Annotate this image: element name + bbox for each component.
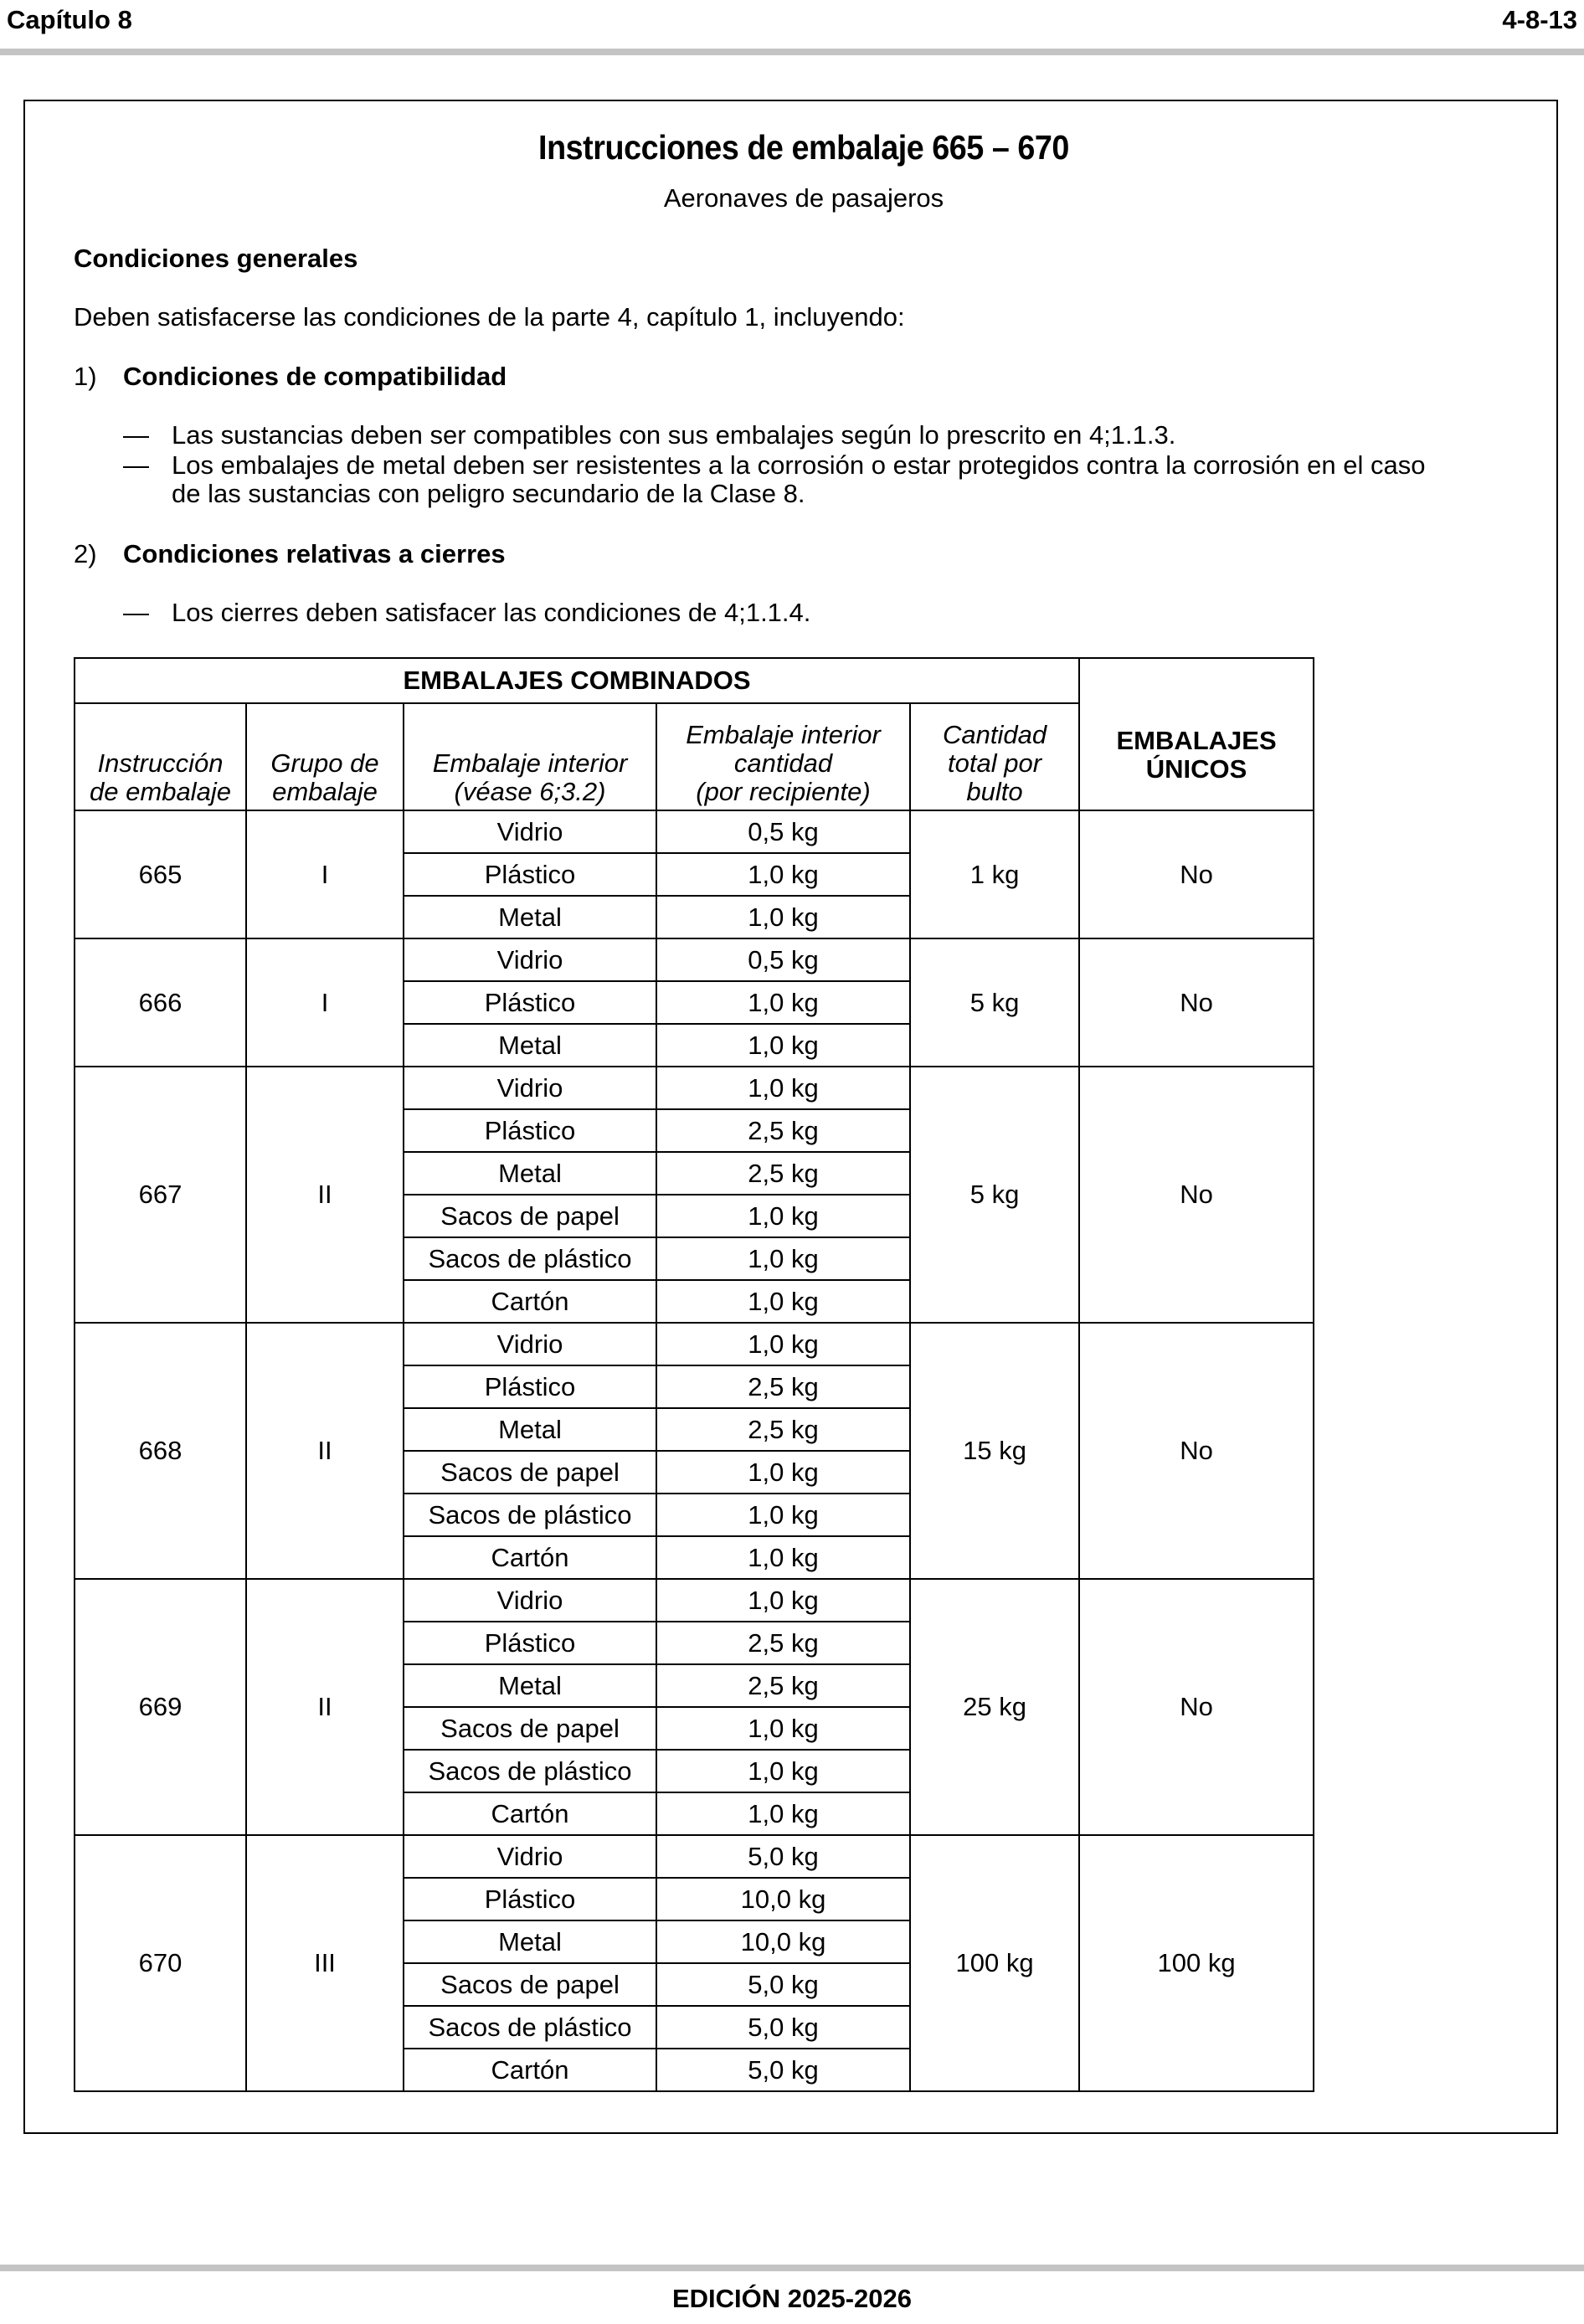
- packing-group-cell: III: [246, 1835, 404, 2091]
- inner-quantity-cell: 5,0 kg: [656, 1835, 910, 1878]
- inner-packaging-cell: Vidrio: [404, 1323, 656, 1365]
- instruction-cell: 667: [75, 1067, 246, 1323]
- header-line: (por recipiente): [696, 777, 871, 806]
- inner-quantity-cell: 1,0 kg: [656, 1323, 910, 1365]
- inner-quantity-column-header: [656, 703, 910, 810]
- total-quantity-cell: 5 kg: [910, 938, 1079, 1067]
- instruction-column-header: [75, 703, 246, 810]
- inner-quantity-cell: 5,0 kg: [656, 2049, 910, 2091]
- item-2-number: 2): [74, 539, 97, 568]
- page-number: 4-8-13: [1502, 5, 1577, 34]
- inner-packaging-cell: Cartón: [404, 2049, 656, 2091]
- edition-footer: EDICIÓN 2025-2026: [671, 2284, 913, 2313]
- inner-packaging-cell: Metal: [404, 1152, 656, 1195]
- table-row: [75, 1323, 1314, 1365]
- header-line: embalaje: [272, 777, 378, 806]
- item-2-title: Condiciones relativas a cierres: [123, 539, 506, 568]
- header-line: (véase 6;3.2): [454, 777, 606, 806]
- table-row: [75, 1835, 1314, 1878]
- inner-packaging-cell: Sacos de plástico: [404, 2006, 656, 2049]
- inner-quantity-cell: 2,5 kg: [656, 1664, 910, 1707]
- single-packaging-cell: No: [1079, 938, 1314, 1067]
- item-1-title: Condiciones de compatibilidad: [123, 362, 507, 391]
- inner-packaging-cell: Vidrio: [404, 938, 656, 981]
- inner-packaging-cell: Cartón: [404, 1280, 656, 1323]
- inner-quantity-cell: 1,0 kg: [656, 981, 910, 1024]
- header-rule: [0, 49, 1584, 55]
- chapter-label: Capítulo 8: [7, 5, 132, 34]
- inner-packaging-cell: Vidrio: [404, 1579, 656, 1622]
- inner-quantity-cell: 1,0 kg: [656, 1237, 910, 1280]
- footer-rule: [0, 2265, 1584, 2271]
- header-line: Embalaje interior: [432, 748, 628, 778]
- total-quantity-cell: 25 kg: [910, 1579, 1079, 1835]
- inner-packaging-cell: Plástico: [404, 981, 656, 1024]
- packing-group-cell: II: [246, 1323, 404, 1579]
- header-line: ÚNICOS: [1145, 754, 1247, 784]
- inner-quantity-cell: 1,0 kg: [656, 896, 910, 938]
- inner-packaging-cell: Sacos de plástico: [404, 1494, 656, 1536]
- inner-quantity-cell: 1,0 kg: [656, 1280, 910, 1323]
- total-quantity-cell: 15 kg: [910, 1323, 1079, 1579]
- instruction-cell: 665: [75, 810, 246, 938]
- general-heading: Condiciones generales: [74, 244, 358, 273]
- single-packaging-cell: No: [1079, 810, 1314, 938]
- total-quantity-cell: 100 kg: [910, 1835, 1079, 2091]
- inner-packaging-cell: Plástico: [404, 1109, 656, 1152]
- single-packaging-cell: No: [1079, 1579, 1314, 1835]
- inner-quantity-cell: 2,5 kg: [656, 1622, 910, 1664]
- header-line: cantidad: [733, 748, 833, 778]
- inner-quantity-cell: 2,5 kg: [656, 1365, 910, 1408]
- inner-quantity-cell: 2,5 kg: [656, 1109, 910, 1152]
- inner-quantity-cell: 1,0 kg: [656, 1792, 910, 1835]
- single-packaging-cell: No: [1079, 1323, 1314, 1579]
- single-packaging-header: [1079, 658, 1314, 810]
- header-line: total por: [948, 748, 1042, 778]
- bullet-dash: —: [123, 420, 149, 450]
- packing-group-cell: I: [246, 938, 404, 1067]
- header-line: Cantidad: [942, 720, 1047, 749]
- inner-packaging-cell: Plástico: [404, 853, 656, 896]
- inner-packaging-cell: Sacos de papel: [404, 1195, 656, 1237]
- header-line: Grupo de: [270, 748, 379, 778]
- inner-quantity-cell: 0,5 kg: [656, 810, 910, 853]
- inner-packaging-cell: Cartón: [404, 1792, 656, 1835]
- instruction-cell: 666: [75, 938, 246, 1067]
- inner-packaging-cell: Sacos de plástico: [404, 1750, 656, 1792]
- inner-packaging-cell: Vidrio: [404, 1835, 656, 1878]
- bullet-text-continued: de las sustancias con peligro secundario de la Clase 8.: [172, 479, 805, 508]
- inner-quantity-cell: 0,5 kg: [656, 938, 910, 981]
- combined-packaging-header: EMBALAJES COMBINADOS: [75, 658, 1079, 703]
- bullet-text: Las sustancias deben ser compatibles con sus embalajes según lo prescrito en 4;1.1.3.: [172, 420, 1176, 450]
- inner-quantity-cell: 5,0 kg: [656, 2006, 910, 2049]
- bullet-dash: —: [123, 598, 149, 627]
- total-quantity-column-header: [910, 703, 1079, 810]
- inner-quantity-cell: 1,0 kg: [656, 1067, 910, 1109]
- packing-group-cell: II: [246, 1579, 404, 1835]
- inner-quantity-cell: 10,0 kg: [656, 1920, 910, 1963]
- inner-packaging-cell: Metal: [404, 896, 656, 938]
- instruction-cell: 670: [75, 1835, 246, 2091]
- single-packaging-cell: 100 kg: [1079, 1835, 1314, 2091]
- inner-packaging-cell: Vidrio: [404, 810, 656, 853]
- inner-packaging-column-header: [404, 703, 656, 810]
- header-line: Instrucción: [97, 748, 224, 778]
- inner-packaging-cell: Sacos de plástico: [404, 1237, 656, 1280]
- instruction-cell: 669: [75, 1579, 246, 1835]
- inner-quantity-cell: 1,0 kg: [656, 853, 910, 896]
- page-header: [0, 0, 1584, 57]
- inner-packaging-cell: Vidrio: [404, 1067, 656, 1109]
- inner-quantity-cell: 10,0 kg: [656, 1878, 910, 1920]
- inner-packaging-cell: Plástico: [404, 1365, 656, 1408]
- header-line: EMBALAJES: [1116, 726, 1277, 755]
- table-row: [75, 1579, 1314, 1622]
- table-row: [75, 938, 1314, 981]
- header-line: de embalaje: [90, 777, 231, 806]
- total-quantity-cell: 5 kg: [910, 1067, 1079, 1323]
- inner-quantity-cell: 5,0 kg: [656, 1963, 910, 2006]
- inner-packaging-cell: Metal: [404, 1024, 656, 1067]
- packing-table: [74, 657, 1314, 2092]
- total-quantity-cell: 1 kg: [910, 810, 1079, 938]
- inner-packaging-cell: Plástico: [404, 1878, 656, 1920]
- inner-quantity-cell: 1,0 kg: [656, 1494, 910, 1536]
- item-1-number: 1): [74, 362, 97, 391]
- packing-table-body: [75, 810, 1314, 2091]
- header-line: bulto: [966, 777, 1023, 806]
- inner-quantity-cell: 1,0 kg: [656, 1536, 910, 1579]
- bullet-text: Los cierres deben satisfacer las condiciones de 4;1.1.4.: [172, 598, 811, 627]
- page-title: Instrucciones de embalaje 665 – 670: [538, 128, 1069, 167]
- inner-packaging-cell: Sacos de papel: [404, 1451, 656, 1494]
- inner-packaging-cell: Plástico: [404, 1622, 656, 1664]
- inner-quantity-cell: 1,0 kg: [656, 1024, 910, 1067]
- group-column-header: [246, 703, 404, 810]
- general-intro: Deben satisfacerse las condiciones de la parte 4, capítulo 1, incluyendo:: [74, 302, 905, 332]
- bullet-text: Los embalajes de metal deben ser resistentes a la corrosión o estar protegidos contra la corrosión en el caso: [172, 450, 1426, 480]
- table-row: [75, 1067, 1314, 1109]
- packing-group-cell: I: [246, 810, 404, 938]
- inner-packaging-cell: Metal: [404, 1408, 656, 1451]
- bullet-dash: —: [123, 450, 149, 480]
- inner-quantity-cell: 1,0 kg: [656, 1579, 910, 1622]
- single-packaging-cell: No: [1079, 1067, 1314, 1323]
- inner-quantity-cell: 1,0 kg: [656, 1451, 910, 1494]
- inner-quantity-cell: 2,5 kg: [656, 1408, 910, 1451]
- inner-packaging-cell: Sacos de papel: [404, 1707, 656, 1750]
- inner-packaging-cell: Sacos de papel: [404, 1963, 656, 2006]
- inner-quantity-cell: 1,0 kg: [656, 1750, 910, 1792]
- inner-quantity-cell: 2,5 kg: [656, 1152, 910, 1195]
- inner-quantity-cell: 1,0 kg: [656, 1707, 910, 1750]
- inner-packaging-cell: Cartón: [404, 1536, 656, 1579]
- inner-packaging-cell: Metal: [404, 1664, 656, 1707]
- header-line: Embalaje interior: [686, 720, 881, 749]
- page-subtitle: Aeronaves de pasajeros: [663, 183, 944, 213]
- packing-group-cell: II: [246, 1067, 404, 1323]
- inner-packaging-cell: Metal: [404, 1920, 656, 1963]
- inner-quantity-cell: 1,0 kg: [656, 1195, 910, 1237]
- table-row: [75, 810, 1314, 853]
- instruction-cell: 668: [75, 1323, 246, 1579]
